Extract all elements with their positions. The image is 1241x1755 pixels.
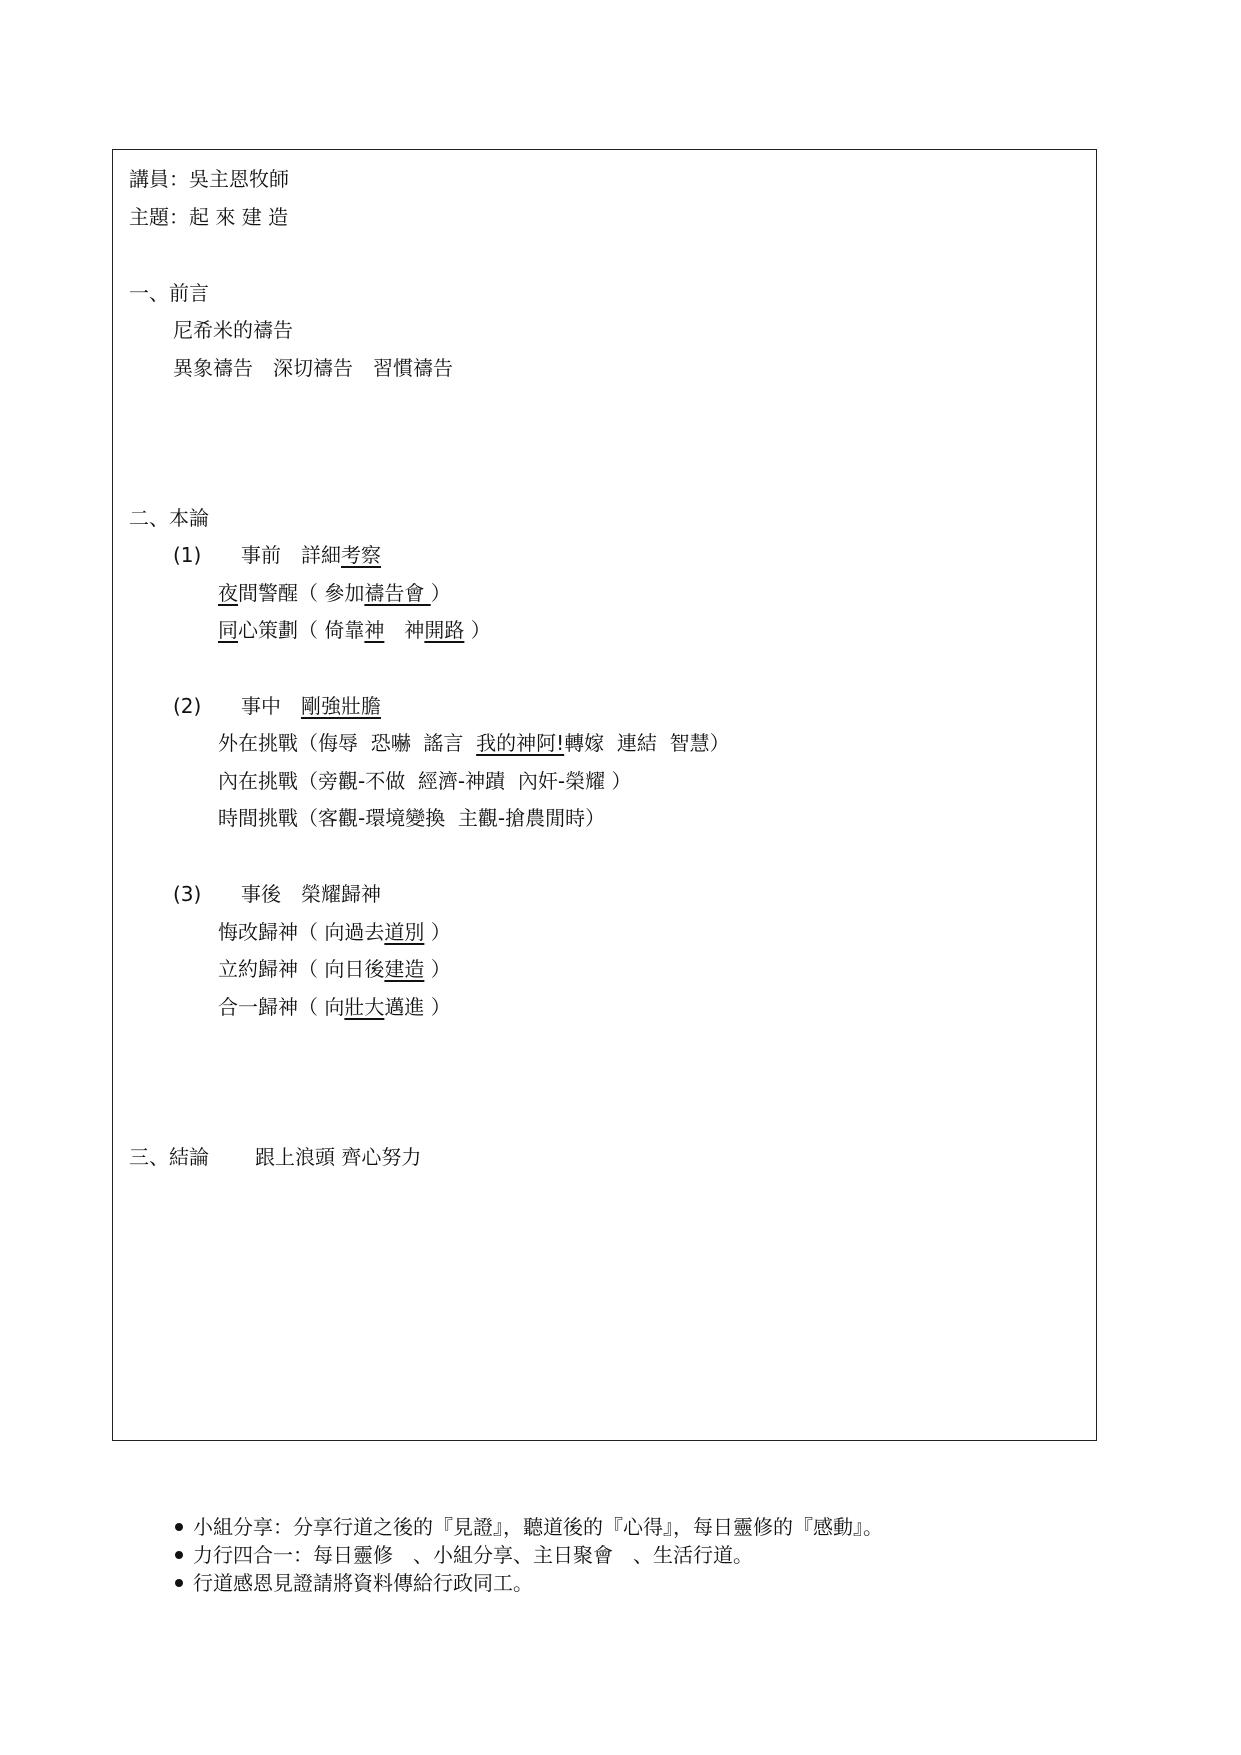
point-3-line-2: 立約歸神（ 向日後建造 ） [218,957,451,981]
intro-line-1: 尼希米的禱告 [173,318,293,342]
topic-title: 起 來 建 造 [189,205,289,229]
note-item: 力行四合一：每日靈修 、小組分享、主日聚會 、生活行道。 [175,1541,883,1569]
sermon-outline-box [112,149,1097,1441]
note-item: 小組分享：分享行道之後的『見證』，聽道後的『心得』，每日靈修的『感動』。 [175,1513,883,1541]
point-1-line-2: 同心策劃（ 倚靠神 神開路 ） [218,618,491,642]
intro-heading: 一、前言 [129,281,209,305]
point-1-title: 事前 詳細考察 [241,543,381,567]
point-2-title: 事中 剛強壯膽 [241,694,381,718]
point-3-line-1: 悔改歸神（ 向過去道別 ） [218,920,451,944]
bullet-icon [175,1523,183,1531]
notes-list [175,1513,883,1597]
bullet-icon [175,1579,183,1587]
point-2-number: (2) [173,694,202,718]
topic-line [129,204,288,230]
speaker-line [129,166,289,192]
point-3-line-3: 合一歸神（ 向壯大邁進 ） [218,995,451,1019]
speaker-label: 講員： [129,167,189,191]
topic-label: 主題： [129,205,189,229]
speaker-name: 吳主恩牧師 [189,167,289,191]
conclusion-heading: 三、結論 [129,1145,209,1169]
bullet-icon [175,1551,183,1559]
point-3-title: 事後 榮耀歸神 [241,882,381,906]
point-1-line-1: 夜間警醒（ 參加禱告會 ） [218,581,451,605]
point-1-number: (1) [173,543,202,567]
body-heading: 二、本論 [129,506,209,530]
point-3-number: (3) [173,882,202,906]
intro-line-2: 異象禱告 深切禱告 習慣禱告 [173,356,453,380]
point-2-line-1: 外在挑戰（侮辱 恐嚇 謠言 我的神阿!轉嫁 連結 智慧） [218,731,730,755]
point-2-line-3: 時間挑戰（客觀-環境變換 主觀-搶農閒時） [218,806,606,830]
note-item: 行道感恩見證請將資料傳給行政同工。 [175,1569,883,1597]
point-2-line-2: 內在挑戰（旁觀-不做 經濟-神蹟 內奸-榮耀 ） [218,769,632,793]
conclusion-text: 跟上浪頭 齊心努力 [255,1145,422,1169]
